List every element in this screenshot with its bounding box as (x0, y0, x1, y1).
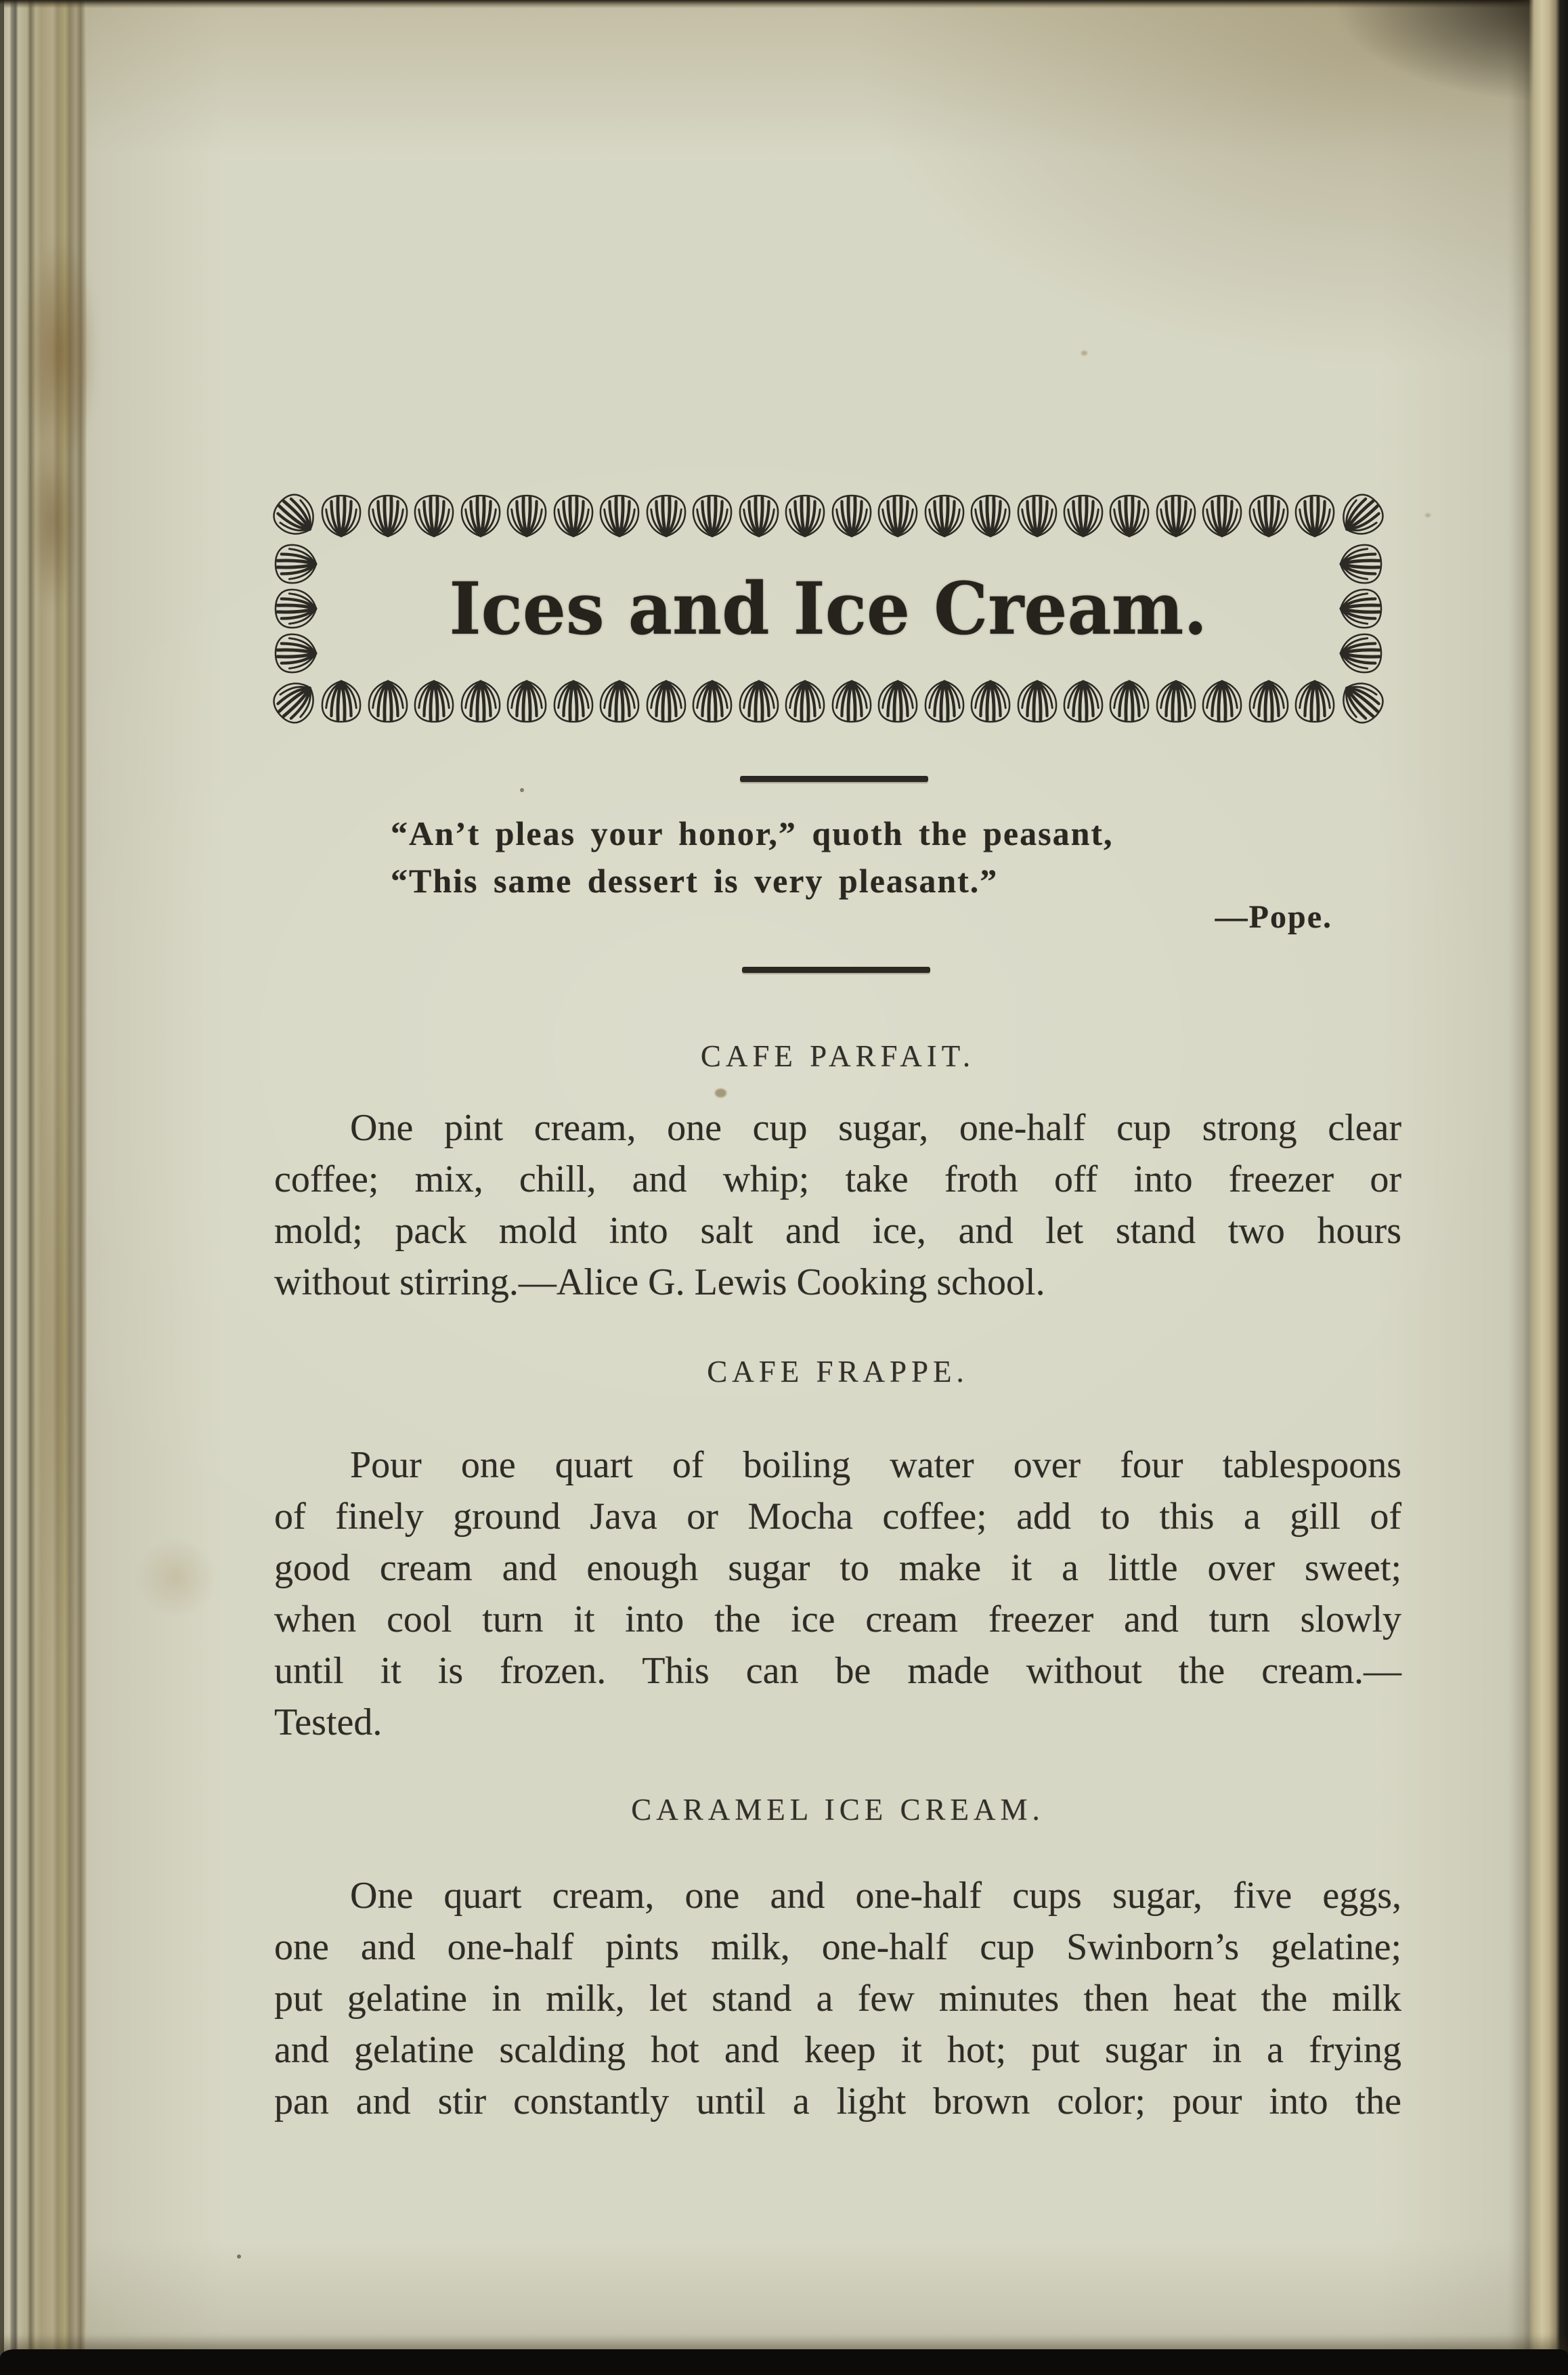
recipe-paragraph-cafe-frappe (274, 1439, 1401, 1748)
ornament-row-top (274, 493, 1382, 539)
chapter-title-text: Ices and Ice Cream. (449, 566, 1208, 651)
shell-ornament-icon (738, 679, 780, 724)
chapter-title (322, 539, 1335, 678)
shell-ornament-icon (1338, 632, 1383, 674)
shell-ornament-icon (1016, 679, 1058, 724)
binding-stain (23, 237, 97, 467)
paper-speck (237, 2254, 241, 2259)
shell-ornament-icon (552, 679, 594, 724)
shell-ornament-icon (970, 679, 1011, 724)
shell-ornament-icon (1331, 485, 1393, 546)
epigraph-line: “An’t pleas your honor,” quoth the peasant, (391, 814, 1114, 852)
shell-ornament-icon (1108, 494, 1150, 538)
recipe-text-line: mold; pack mold into salt and ice, and let stand two hours (274, 1210, 1401, 1252)
page-top-edge-shadow (0, 0, 1568, 8)
shell-ornament-icon (274, 588, 318, 630)
ornament-column-left (274, 542, 318, 676)
recipe-heading-cafe-parfait: CAFE PARFAIT. (700, 1039, 976, 1073)
recipe-text-line: when cool turn it into the ice cream freezer and turn slowly (274, 1598, 1401, 1640)
shell-ornament-icon (460, 679, 502, 724)
recipe-text-line: without stirring.—Alice G. Lewis Cooking school. (274, 1261, 1045, 1303)
recipe-paragraph-cafe-parfait (274, 1102, 1401, 1308)
shell-ornament-icon (1016, 494, 1058, 538)
shell-ornament-icon (1108, 679, 1150, 724)
ornament-column-right (1339, 542, 1382, 676)
shell-ornament-icon (460, 494, 502, 538)
shell-ornament-icon (598, 494, 640, 538)
shell-ornament-icon (552, 494, 594, 538)
recipe-text-line: until it is frozen. This can be made without the cream.— (274, 1650, 1401, 1692)
shell-ornament-icon (506, 679, 548, 724)
binding-stain (30, 433, 77, 609)
shell-ornament-icon (367, 494, 409, 538)
shell-ornament-icon (274, 543, 318, 585)
shell-ornament-icon (1062, 494, 1104, 538)
shell-ornament-icon (645, 494, 687, 538)
recipe-text-line: put gelatine in milk, let stand a few minutes then heat the milk (274, 1978, 1401, 2020)
shell-ornament-icon (1155, 494, 1197, 538)
ornament-row-bottom (274, 678, 1382, 724)
paper-speck (1425, 513, 1431, 517)
shell-ornament-icon (1294, 494, 1336, 538)
shell-ornament-icon (1201, 494, 1243, 538)
shell-ornament-icon (413, 679, 455, 724)
shell-ornament-icon (691, 494, 733, 538)
epigraph (391, 810, 1338, 905)
recipe-text-line: coffee; mix, chill, and whip; take froth off into freezer or (274, 1158, 1401, 1200)
shell-ornament-icon (1331, 671, 1393, 732)
shell-ornament-icon (738, 494, 780, 538)
recipe-text-line: of finely ground Java or Mocha coffee; add to this a gill of (274, 1496, 1401, 1538)
recipe-text-line: Tested. (274, 1701, 383, 1743)
shell-ornament-icon (923, 494, 965, 538)
recipe-text-line: Pour one quart of boiling water over four tablespoons (350, 1444, 1401, 1486)
recipe-heading-cafe-frappe: CAFE FRAPPE. (707, 1355, 969, 1389)
shell-ornament-icon (1062, 679, 1104, 724)
shell-ornament-icon (320, 494, 362, 538)
shell-ornament-icon (1294, 679, 1336, 724)
shell-ornament-icon (274, 632, 318, 674)
shell-ornament-icon (1155, 679, 1197, 724)
shell-ornament-icon (1248, 679, 1290, 724)
epigraph-line: “This same dessert is very pleasant.” (391, 862, 999, 900)
shell-ornament-icon (923, 679, 965, 724)
divider-rule-bottom (742, 967, 930, 973)
epigraph-attribution: —Pope. (1215, 899, 1332, 935)
shell-ornament-icon (970, 494, 1011, 538)
shell-ornament-icon (645, 679, 687, 724)
binding-stain (39, 1049, 80, 1659)
shell-ornament-icon (784, 679, 826, 724)
shell-ornament-icon (265, 671, 326, 732)
recipe-text-line: and gelatine scalding hot and keep it hot; put sugar in a frying (274, 2029, 1401, 2071)
shell-ornament-icon (831, 494, 873, 538)
paper-speck (520, 788, 524, 792)
shell-ornament-icon (265, 485, 326, 546)
shell-ornament-icon (784, 494, 826, 538)
recipe-text-line: pan and stir constantly until a light brown color; pour into the (274, 2080, 1401, 2122)
shell-ornament-icon (1338, 543, 1383, 585)
recipe-paragraph-caramel-ice-cream (274, 1870, 1401, 2127)
shell-ornament-icon (506, 494, 548, 538)
shell-ornament-icon (320, 679, 362, 724)
recipe-heading-caramel-ice-cream: CARAMEL ICE CREAM. (631, 1793, 1045, 1827)
shell-ornament-icon (1338, 588, 1383, 630)
divider-rule-top (740, 776, 928, 782)
shell-ornament-icon (877, 679, 919, 724)
recipe-text-line: one and one-half pints milk, one-half cup Swinborn’s gelatine; (274, 1926, 1401, 1968)
shell-ornament-icon (1201, 679, 1243, 724)
shell-ornament-icon (1248, 494, 1290, 538)
title-ornament-frame (274, 493, 1382, 724)
shell-ornament-icon (691, 679, 733, 724)
shell-ornament-icon (831, 679, 873, 724)
recipe-text-line: One quart cream, one and one-half cups sugar, five eggs, (350, 1875, 1401, 1917)
shell-ornament-icon (367, 679, 409, 724)
recipe-text-line: good cream and enough sugar to make it a little over sweet; (274, 1547, 1401, 1589)
paper-blotch (135, 1537, 217, 1618)
photo-background-bottom (0, 2349, 1568, 2375)
right-page-edge (1523, 0, 1568, 2375)
recipe-text-line: One pint cream, one cup sugar, one-half cup strong clear (350, 1107, 1401, 1149)
shell-ornament-icon (598, 679, 640, 724)
paper-speck (1081, 351, 1087, 355)
shell-ornament-icon (877, 494, 919, 538)
shell-ornament-icon (413, 494, 455, 538)
paper-speck (715, 1089, 726, 1097)
